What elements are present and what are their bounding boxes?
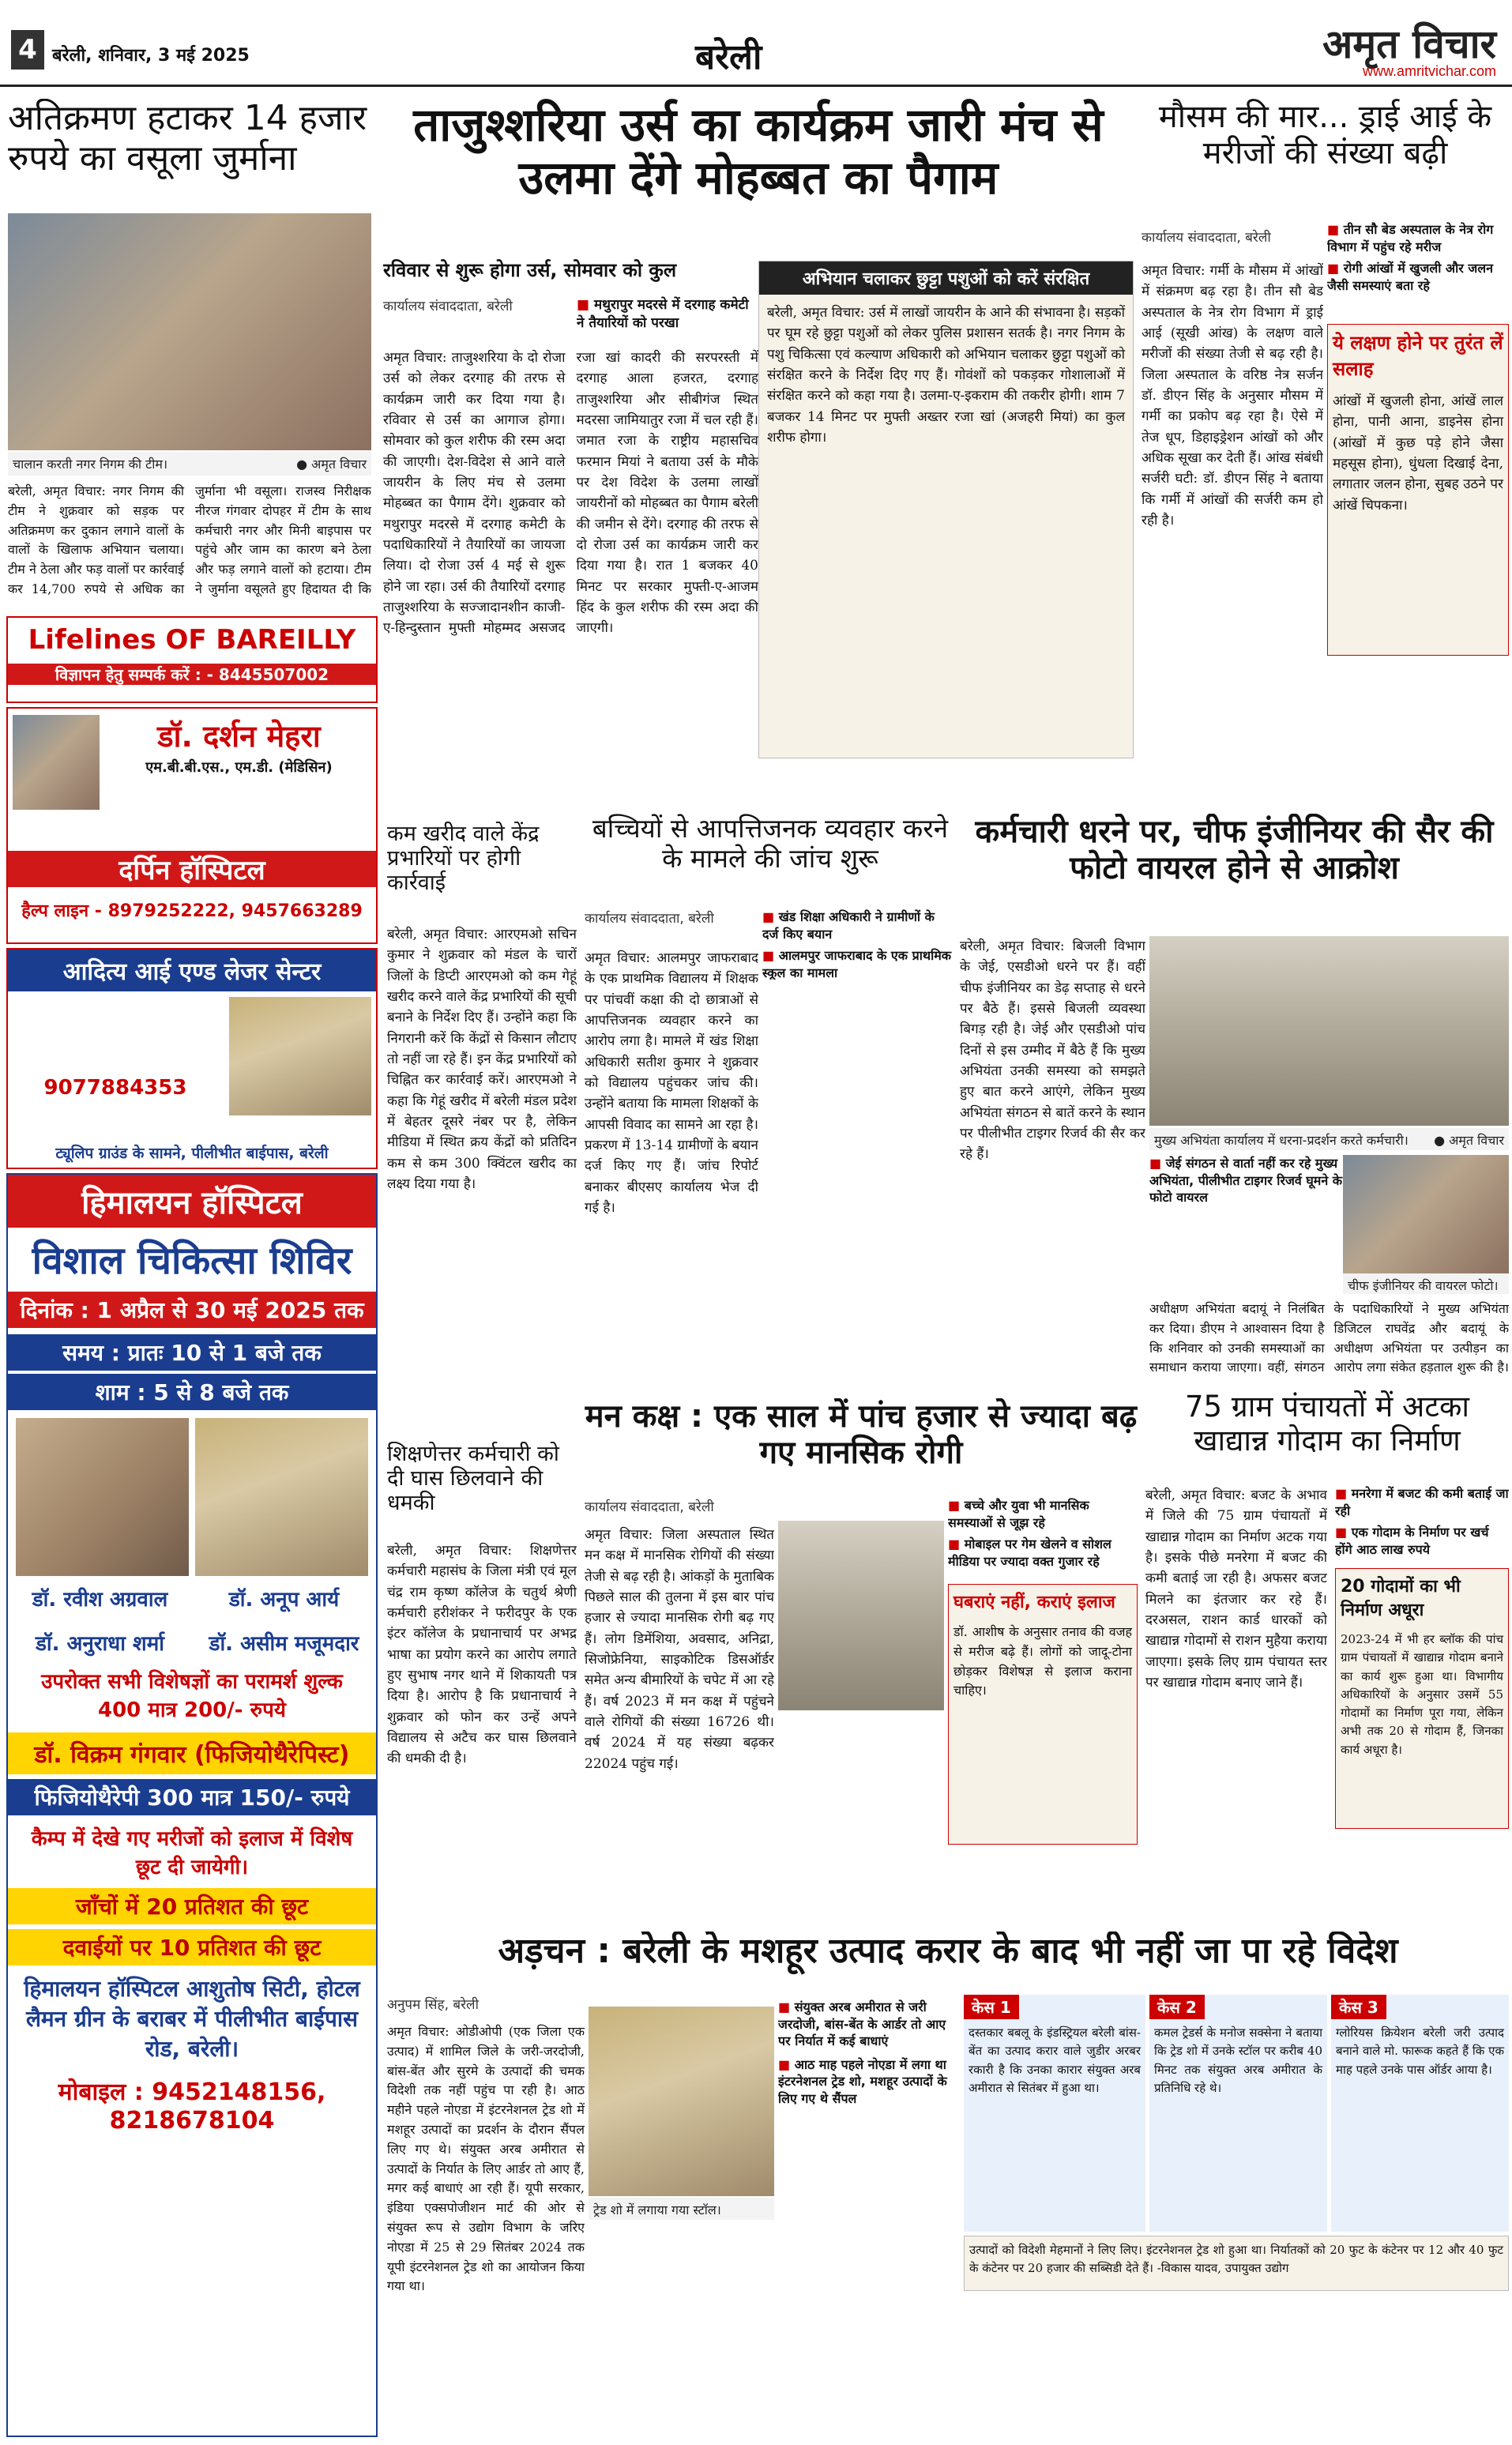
mental-box bbox=[948, 1584, 1138, 1845]
mental-point-2: ■ मोबाइल पर गेम खेलने व सोशल मीडिया पर ज्यादा वक्त गुजार रहे bbox=[948, 1536, 1138, 1570]
doctor-photo bbox=[13, 715, 100, 810]
doctor-name-2: डॉ. अनूप आर्य bbox=[228, 1588, 340, 1612]
eye-center-phone: 9077884353 bbox=[43, 1076, 187, 1100]
export-note bbox=[964, 2236, 1509, 2291]
brand-logo: अमृत विचार bbox=[1322, 21, 1496, 67]
encroachment-headline-box bbox=[8, 99, 371, 205]
physio-doctor: डॉ. विक्रम गंगवार (फिजियोथैरेपिस्ट) bbox=[8, 1732, 376, 1774]
mental-body: अमृत विचार: जिला अस्पताल स्थित मन कक्ष में मानसिक रोगियों की संख्या तेजी से बढ़ रही है। आंकड़ों के मुताबिक पिछले साल की तुलना में इस बार पांच हजार से ज्यादा मानसिक रोगी बढ़ गए हैं। लोग डिमेंशिया, अवसाद, अनिद्रा, सिजोफ्रेनिया, साइकोटिक डिसऑर्डर समेत अन्य बीमारियों के चपेट में आ रहे हैं। वर्ष 2023 में मन कक्ष में पहुंचने वाले रोगियों की संख्या 16726 थी। वर्ष 2024 में यह संख्या बढ़कर 22024 पहुंच गई। bbox=[585, 1527, 774, 1772]
children-byline: कार्यालय संवाददाता, बरेली bbox=[585, 911, 714, 927]
mental-points bbox=[948, 1497, 1138, 1576]
eye-doctor-photo bbox=[229, 997, 371, 1115]
purchase-body: बरेली, अमृत विचार: आरएमओ सचिन कुमार ने शुक्रवार को मंडल के चारों जिलों के डिप्टी आरएमओ को कम गेहूं खरीद करने वाले केंद्र प्रभारियों की सूची बनाने के निर्देश दिए हैं। उन्होंने कहा कि निगरानी करें कि केंद्रों से किसान लौटाए तो नहीं जा रहे हैं। इन केंद्र प्रभारियों को चिह्नित कर कार्रवाई करें। आरएमओ ने कहा कि गेहूं खरीद में बरेली मंडल प्रदेश में बेहतर दूसरे नंबर पर है, लेकिन मीडिया में स्थित क्रय केंद्रों को प्रतिदिन कम से कम 300 क्विंटल खरीद का लक्ष्य दिया गया है। bbox=[387, 927, 577, 1193]
eye-center-name: आदित्य आई एण्ड लेजर सेन्टर bbox=[8, 950, 376, 991]
godown-box bbox=[1335, 1568, 1509, 1829]
encroachment-credit: ● अमृत विचार bbox=[296, 457, 367, 472]
weather-point-2: ■ रोगी आंखों में खुजली और जलन जैसी समस्याएं बता रहे bbox=[1327, 260, 1509, 294]
godown-box-body: 2023-24 में भी हर ब्लॉक की पांच ग्राम पंचायतों में खाद्यान्न गोदाम बनाने का कार्य शुरू हुआ था। विभागीय अधिकारियों के अनुसार उसमें 55 गोदामों का निर्माण पूरा गया, लेकिन अभी तक 20 से गोदाम हैं, जिनका कार्य अधूरा है। bbox=[1341, 1632, 1503, 1757]
godown-body: बरेली, अमृत विचार: बजट के अभाव में जिले की 75 ग्राम पंचायतों में खाद्यान्न गोदाम का निर्माण अटक गया है। इसके पीछे मनरेगा में बजट की कमी बताई जा रही है। अफसर बजट मिलने का इंतजार कर रहे हैं। दरअसल, राशन कार्ड धारकों को खाद्यान्न गोदामों से राशन मुहैया कराया जाएगा। इसके लिए ग्राम पंचायत स्तर पर खाद्यान्न गोदाम बनाए जाने हैं। bbox=[1145, 1488, 1327, 1691]
urs-byline: कार्यालय संवाददाता, बरेली bbox=[383, 299, 513, 314]
darshan-ad bbox=[6, 707, 378, 944]
camp-title: विशाल चिकित्सा शिविर bbox=[32, 1239, 352, 1283]
export-body: अमृत विचार: ओडीओपी (एक जिला एक उत्पाद) में शामिल जिले के जरी-जरदोजी, बांस-बेंत और सुरमे के उत्पादों की चमक विदेशी तक नहीं पहुंच पा रही है। आठ महीने पहले नोएडा में इंटरनेशनल ट्रेड शो में मशहूर उत्पादों का प्रदर्शन के दौरान सैंपल लिए गए थे। संयुक्त अरब अमीरात से उत्पादों के निर्यात के लिए आर्डर तो आए हैं, मगर कई बाधाएं आ रही हैं। यूपी सरकार, इंडिया एक्सपोजीशन मार्ट की ओर से संयुक्त रूप से उद्योग विभाग के जरिए नोएडा में 25 से 29 सितंबर 2024 तक यूपी इंटरनेशनल ट्रेड शो का आयोजन किया गया था। bbox=[387, 2024, 585, 2294]
camp-special: कैम्प में देखे गए मरीजों को इलाज में विशेष छूट दी जायेगी। bbox=[31, 1827, 353, 1879]
doctor-degree: एम.बी.बी.एस., एम.डी. (मेडिसिन) bbox=[145, 759, 333, 776]
weather-byline: कार्यालय संवाददाता, बरेली bbox=[1142, 230, 1271, 246]
export-point-2: ■ आठ माह पहले नोएडा में लगा था इंटरनेशनल ट्रेड शो, मशहूर उत्पादों के लिए गए थे सैंपल bbox=[778, 2056, 960, 2108]
godown-headline-box bbox=[1145, 1390, 1509, 1485]
mental-byline: कार्यालय संवाददाता, बरेली bbox=[585, 1499, 714, 1515]
drive-banner: अभियान चलाकर छुट्टा पशुओं को करें संरक्षित bbox=[759, 261, 1133, 295]
purchase-headline-box bbox=[387, 822, 577, 916]
mental-headline-box bbox=[585, 1398, 1138, 1493]
children-point-2: ■ आलमपुर जाफराबाद के एक प्राथमिक स्कूल का मामला bbox=[762, 947, 952, 980]
lifelines-ad bbox=[6, 616, 378, 703]
drive-body: बरेली, अमृत विचार: उर्स में लाखों जायरीन के आने की संभावना है। सड़कों पर घूम रहे छुट्टा पशुओं को लेकर पुलिस प्रशासन सतर्क है। नगर निगम के पशु चिकित्सा एवं कल्याण अधिकारी को अभियान चलाकर छुट्टा पशुओं को संरक्षित करने के निर्देश दिए गए हैं। गोवंशों को पकड़कर गोशालाओं में संरक्षित करने को कहा गया है। उलमा-ए-इकराम की तकरीर होगी। शाम 7 बजकर 14 मिनट पर मुफ्ती अख्तर रजा खां (अजहरी मियां) का कुल शरीफ होगा। bbox=[767, 305, 1125, 446]
lifelines-title: Lifelines OF BAREILLY bbox=[28, 624, 356, 656]
engineer-body-2: अधीक्षण अभियंता बदायूं ने निलंबित कर दिया। डीएम ने आश्वासन दिया है कि शनिवार को उनकी समस्याओं का समाधान कराया जाएगा। वहीं, संगठन के पदाधिकारियों ने मुख्य अभियंता डिजिटल राघवेंद्र और बदायूं के अधीक्षण अभियंता पर उत्पीड़न का आरोप लगा संकेत हड़ताल शुरू की है। bbox=[1149, 1301, 1509, 1375]
medicine-discount: दवाईयों पर 10 प्रतिशत की छूट bbox=[8, 1929, 376, 1965]
eye-center-ad bbox=[6, 948, 378, 1169]
export-caption-box bbox=[589, 2198, 774, 2220]
doctor-names bbox=[8, 1584, 376, 1657]
hospital-helpline: हैल्प लाइन - 8979252222, 9457663289 bbox=[21, 901, 363, 921]
engineer-body: बरेली, अमृत विचार: बिजली विभाग के जेई, एसडीओ धरने पर हैं। वहीं चीफ इंजीनियर का डेढ़ सप्ताह से धरने पर बैठे हैं। इससे बिजली व्यवस्था बिगड़ रही है। जेई और एसडीओ पांच दिनों से इस उम्मीद में बैठे हैं कि मुख्य अभियंता उनकी समस्या को समझते हुए बात करने आएंगे, लेकिन मुख्य अभियंता संगठन से बातें करने के स्थान पर पीलीभीत टाइगर रिजर्व की सैर कर रहे हैं। bbox=[960, 939, 1145, 1163]
ad-contact: विज्ञापन हेतु सम्पर्क करें : - 8445507002 bbox=[8, 664, 376, 685]
godown-box-title: 20 गोदामों का भी निर्माण अधूरा bbox=[1341, 1577, 1461, 1620]
children-point-1: ■ खंड शिक्षा अधिकारी ने ग्रामीणों के दर्ज किए बयान bbox=[762, 908, 952, 942]
children-headline: बच्चियों से आपत्तिजनक व्यवहार करने के मामले की जांच शुरू bbox=[592, 814, 949, 874]
engineer-viral-caption: चीफ इंजीनियर की वायरल फोटो। bbox=[1343, 1273, 1509, 1294]
physio-fee: फिजियोथैरेपी 300 मात्र 150/- रुपये bbox=[8, 1779, 376, 1815]
godown-point-2: ■ एक गोदाम के निर्माण पर खर्च होंगे आठ लाख रुपये bbox=[1335, 1524, 1509, 1558]
teacher-headline-box bbox=[387, 1442, 577, 1537]
export-headline: अड़चन : बरेली के मशहूर उत्पाद करार के बाद भी नहीं जा पा रहे विदेश bbox=[498, 1932, 1398, 1971]
himalayan-name: हिमालयन हॉस्पिटल bbox=[8, 1175, 376, 1228]
encroachment-caption-box bbox=[8, 452, 371, 476]
purchase-headline: कम खरीद वाले केंद्र प्रभारियों पर होगी कार्रवाई bbox=[387, 822, 540, 896]
weather-body: अमृत विचार: गर्मी के मौसम में आंखों में संक्रमण बढ़ रहा है। तीन सौ बेड अस्पताल के नेत्र रोग विभाग में ड्राई आई (सूखी आंख) के लक्षण वाले मरीजों की संख्या तेजी से बढ़ रही है। जिला अस्पताल के वरिष्ठ नेत्र सर्जन डॉ. डीएन सिंह के अनुसार मौसम में गर्मी का प्रकोप बढ़ रहा है। ऐसे में तेज धूप, डिहाइड्रेशन आंखों को और अधिक सूखा कर देती हैं। आंख संबंधी सर्जरी घटी: डॉ. डीएन सिंह ने बताया कि गर्मी में आंखों की सर्जरी कम हो रही है। bbox=[1142, 263, 1323, 529]
weather-headline: मौसम की मार... ड्राई आई के मरीजों की संख्या बढ़ी bbox=[1158, 99, 1492, 171]
weather-box bbox=[1327, 324, 1509, 656]
urs-point-box bbox=[577, 296, 758, 344]
godown-points bbox=[1335, 1485, 1509, 1564]
encroachment-caption: चालान करती नगर निगम की टीम। bbox=[13, 457, 168, 472]
encroachment-photo bbox=[8, 213, 371, 450]
engineer-caption-box bbox=[1149, 1128, 1509, 1150]
weather-box-body: आंखों में खुजली होना, आंखें लाल होना, पानी आना, डाइनेस होना (आंखों में कुछ पड़े होने जैसा महसूस होना), धुंधला दिखाई देना, लगातार जलन होना, सुबह उठने पर आंखें चिपकना। bbox=[1333, 393, 1503, 513]
urs-body: अमृत विचार: ताजुश्शरिया के दो रोजा उर्स को लेकर दरगाह की तरफ से कार्यक्रम जारी कर दिया गया है। रविवार से उर्स का आगाज होगा। सोमवार को कुल शरीफ की रस्म अदा की जाएगी। देश-विदेश से आने वाले जायरीन के लिए मंच से उलमा मोहब्बत का पैगाम देंगे। शुक्रवार को मथुरापुर मदरसे में दरगाह कमेटी के पदाधिकारियों ने तैयारियों का जायजा लिया। दो रोजा उर्स 4 मई से शुरू होने जा रहा। उर्स की तैयारियों दरगाह ताजुश्शरिया के सज्जादानशीन काजी-ए-हिन्दुस्तान मुफ्ती मोहम्मद असजद रजा खां कादरी की सरपरस्ती में दरगाह आला हजरत, दरगाह ताजुश्शरिया और सीबीगंज स्थित मदरसा जामियातुर रजा में चल रही हैं। जमात रजा के राष्ट्रीय महासचिव फरमान मियां ने बताया उर्स के मौके पर देश विदेश के उलमा लाखों जायरीनों को मोहब्बत का पैगाम बरेली की जमीन से देंगे। दरगाह की तरफ से दो रोजा उर्स का कार्यक्रम जारी कर दिया गया है। रात 1 बजकर 40 मिनट पर सरकार मुफ्ती-ए-आजम हिंद के कुल शरीफ की रस्म अदा की जाएगी। bbox=[383, 350, 758, 637]
doctor-name-3: डॉ. अनुराधा शर्मा bbox=[36, 1632, 164, 1656]
himalayan-ad bbox=[6, 1173, 378, 2437]
case-1 bbox=[964, 1995, 1145, 2232]
urs-headline-box bbox=[379, 99, 1138, 280]
export-photo bbox=[589, 2007, 774, 2196]
case-1-tag: केस 1 bbox=[964, 1995, 1019, 2019]
mental-box-body: डॉ. आशीष के अनुसार तनाव की वजह से मरीज बढ़े हैं। लोगों को जादू-टोना छोड़कर विशेषज्ञ से इलाज कराना चाहिए। bbox=[953, 1624, 1132, 1698]
eye-center-address: ट्यूलिप ग्राउंड के सामने, पीलीभीत बाईपास, बरेली bbox=[55, 1145, 329, 1162]
doctor-name-4: डॉ. असीम मजूमदार bbox=[209, 1632, 359, 1656]
mental-box-title: घबराएं नहीं, कराएं इलाज bbox=[953, 1593, 1115, 1612]
engineer-credit: ● अमृत विचार bbox=[1434, 1133, 1504, 1148]
case-3-text: ग्लोरियस क्रियेशन बरेली जरी उत्पाद बनाने वाले मो. फारूक कहते हैं कि एक माह पहले उनके पास ऑर्डर आया है। bbox=[1336, 2026, 1504, 2077]
himalayan-address: हिमालयन हॉस्पिटल आशुतोष सिटी, होटल लैमन ग्रीन के बराबर में पीलीभीत बाईपास रोड, बरेली। bbox=[24, 1976, 360, 2062]
export-points bbox=[778, 1999, 960, 2204]
doctor-photos-row bbox=[8, 1410, 376, 1584]
encroachment-headline: अतिक्रमण हटाकर 14 हजार रुपये का वसूला जुर्माना bbox=[8, 99, 367, 179]
doctor-photo-2 bbox=[195, 1418, 368, 1576]
encroachment-body: बरेली, अमृत विचार: नगर निगम की टीम ने शुक्रवार को सड़क पर अतिक्रमण कर दुकान लगाने वालों के वालों के खिलाफ अभियान चलाया। टीम ने ठेला और फड़ वालों पर कार्रवाई कर 14,700 रुपये से अधिक का जुर्माना भी वसूला। राजस्व निरीक्षक नीरज गंगवार दोपहर में टीम के साथ कर्मचारी नगर और मिनी बाइपास पर पहुंचे और जाम का कारण बने ठेला और फड़ लगाने वालों को हटाया। टीम ने जुर्माना वसूलते हुए हिदायत दी कि bbox=[8, 483, 371, 596]
weather-box-title: ये लक्षण होने पर तुरंत लें सलाह bbox=[1333, 332, 1503, 380]
godown-headline: 75 ग्राम पंचायतों में अटका खाद्यान्न गोदाम का निर्माण bbox=[1185, 1390, 1469, 1458]
urs-headline: ताजुश्शरिया उर्स का कार्यक्रम जारी मंच से उलमा देंगे मोहब्बत का पैगाम bbox=[413, 99, 1104, 205]
dateline: बरेली, शनिवार, 3 मई 2025 bbox=[52, 46, 250, 66]
drive-box bbox=[758, 261, 1134, 758]
city-section-title: बरेली bbox=[695, 37, 762, 77]
urs-subhead: रविवार से शुरू होगा उर्स, सोमवार को कुल bbox=[383, 259, 677, 281]
engineer-points bbox=[1149, 1155, 1343, 1234]
export-headline-box bbox=[387, 1932, 1509, 1987]
masthead bbox=[0, 0, 1512, 87]
himalayan-mobile: मोबाइल : 9452148156, 8218678104 bbox=[58, 2078, 326, 2135]
engineer-headline: कर्मचारी धरने पर, चीफ इंजीनियर की सैर की फोटो वायरल होने से आक्रोश bbox=[975, 814, 1494, 886]
camp-time-morning: समय : प्रातः 10 से 1 बजे तक bbox=[8, 1334, 376, 1371]
doctor-photo-1 bbox=[16, 1418, 189, 1576]
mental-point-1: ■ बच्चे और युवा भी मानसिक समस्याओं से जूझ रहे bbox=[948, 1497, 1138, 1531]
weather-point-1: ■ तीन सौ बेड अस्पताल के नेत्र रोग विभाग में पहुंच रहे मरीज bbox=[1327, 221, 1509, 255]
urs-point: ■ मथुरापुर मदरसे में दरगाह कमेटी ने तैयारियों को परखा bbox=[577, 296, 758, 333]
export-note-text: उत्पादों को विदेशी मेहमानों ने लिए लिए। इंटरनेशनल ट्रेड शो हुआ था। निर्यातकों को 20 फुट के कंटेनर पर 12 और 40 फुट के कंटेनर पर 20 हजार की सब्सिडी देते हैं। -विकास यादव, उपायुक्त उद्योग bbox=[969, 2243, 1503, 2276]
children-body: अमृत विचार: आलमपुर जाफराबाद के एक प्राथमिक विद्यालय में शिक्षक पर पांचवीं कक्षा की दो छात्राओं से आपत्तिजनक व्यवहार करने का आरोप लगा है। मामले में खंड शिक्षा अधिकारी सतीश कुमार ने शुक्रवार को विद्यालय पहुंचकर जांच की। उन्होंने बताया कि मामला शिक्षकों के आपसी विवाद का सामने आ रहा है। प्रकरण में 13-14 ग्रामीणों के बयान दर्ज किए गए हैं। जांच रिपोर्ट बनाकर बीएसए कार्यालय भेज दी गई है। bbox=[585, 950, 758, 1217]
hospital-name: दर्पिन हॉस्पिटल bbox=[8, 851, 376, 887]
weather-points bbox=[1327, 221, 1509, 316]
case-2-tag: केस 2 bbox=[1149, 1995, 1205, 2019]
test-discount: जाँचों में 20 प्रतिशत की छूट bbox=[8, 1888, 376, 1924]
engineer-viral-photo bbox=[1343, 1155, 1509, 1273]
mental-headline: मन कक्ष : एक साल में पांच हजार से ज्यादा बढ़ गए मानसिक रोगी bbox=[585, 1398, 1138, 1471]
teacher-headline: शिक्षणेत्तर कर्मचारी को दी घास छिलवाने की धमकी bbox=[387, 1442, 559, 1516]
camp-time-evening: शाम : 5 से 8 बजे तक bbox=[8, 1374, 376, 1410]
urs-subhead-box bbox=[383, 257, 754, 288]
engineer-caption: मुख्य अभियंता कार्यालय में धरना-प्रदर्शन करते कर्मचारी। bbox=[1154, 1133, 1409, 1148]
teacher-body: बरेली, अमृत विचार: शिक्षणेत्तर कर्मचारी महासंघ के जिला मंत्री एवं मूल चंद्र राम कृष्ण कॉलेज के चतुर्थ श्रेणी कर्मचारी हरीशंकर ने फरीदपुर के एक इंटर कॉलेज के प्रधानाचार्य पर अभद्र भाषा का प्रयोग करने का आरोप लगाते हुए सुभाष नगर थाने में शिकायती पत्र दिया है। आरोप है कि प्रधानाचार्य ने शुक्रवार को फोन कर उन्हें अपने विद्यालय से अटैच कर घास छिलवाने की धमकी दी है। bbox=[387, 1543, 577, 1767]
consult-fee: उपरोक्त सभी विशेषज्ञों का परामर्श शुल्क 400 मात्र 200/- रुपये bbox=[41, 1670, 343, 1722]
case-3-tag: केस 3 bbox=[1331, 1995, 1386, 2019]
case-2-text: कमल ट्रेडर्स के मनोज सक्सेना ने बताया कि ट्रेड शो में उनके स्टॉल पर करीब 40 मिनट तक संयुक्त अरब अमीरात के प्रतिनिधि रहे थे। bbox=[1154, 2026, 1322, 2095]
page-number: 4 bbox=[11, 30, 44, 70]
export-point-1: ■ संयुक्त अरब अमीरात से जरी जरदोजी, बांस-बेंत के आर्डर तो आए पर निर्यात में कई बाधाएं bbox=[778, 1999, 960, 2050]
mental-photo bbox=[778, 1521, 944, 1710]
case-2 bbox=[1149, 1995, 1327, 2232]
camp-date: दिनांक : 1 अप्रैल से 30 मई 2025 तक bbox=[8, 1292, 376, 1328]
engineer-headline-box bbox=[960, 814, 1509, 932]
doctor-name-1: डॉ. रवीश अग्रवाल bbox=[32, 1588, 168, 1612]
children-points bbox=[762, 908, 952, 980]
export-byline: अनुपम सिंह, बरेली bbox=[387, 1997, 479, 2013]
case-1-text: दस्तकार बबलू के इंडस्ट्रियल बरेली बांस-बेंत का उत्पाद करार वाले जुडीर अरबर रकारी है कि उनका कारार संयुक्त अरब अमीरात से सितंबर में हुआ था। bbox=[969, 2026, 1141, 2095]
doctor-name: डॉ. दर्शन मेहरा bbox=[157, 719, 321, 754]
children-headline-box bbox=[585, 814, 956, 901]
engineer-point: ■ जेई संगठन से वार्ता नहीं कर रहे मुख्य अभियंता, पीलीभीत टाइगर रिजर्व घूमने के फोटो वायरल bbox=[1149, 1155, 1343, 1206]
weather-headline-box bbox=[1142, 99, 1509, 225]
case-3 bbox=[1331, 1995, 1509, 2232]
website-link[interactable]: www.amritvichar.com bbox=[1362, 63, 1496, 79]
export-caption: ट्रेड शो में लगाया गया स्टॉल। bbox=[593, 2202, 721, 2217]
godown-point-1: ■ मनरेगा में बजट की कमी बताई जा रही bbox=[1335, 1485, 1509, 1519]
engineer-protest-photo bbox=[1149, 936, 1509, 1126]
